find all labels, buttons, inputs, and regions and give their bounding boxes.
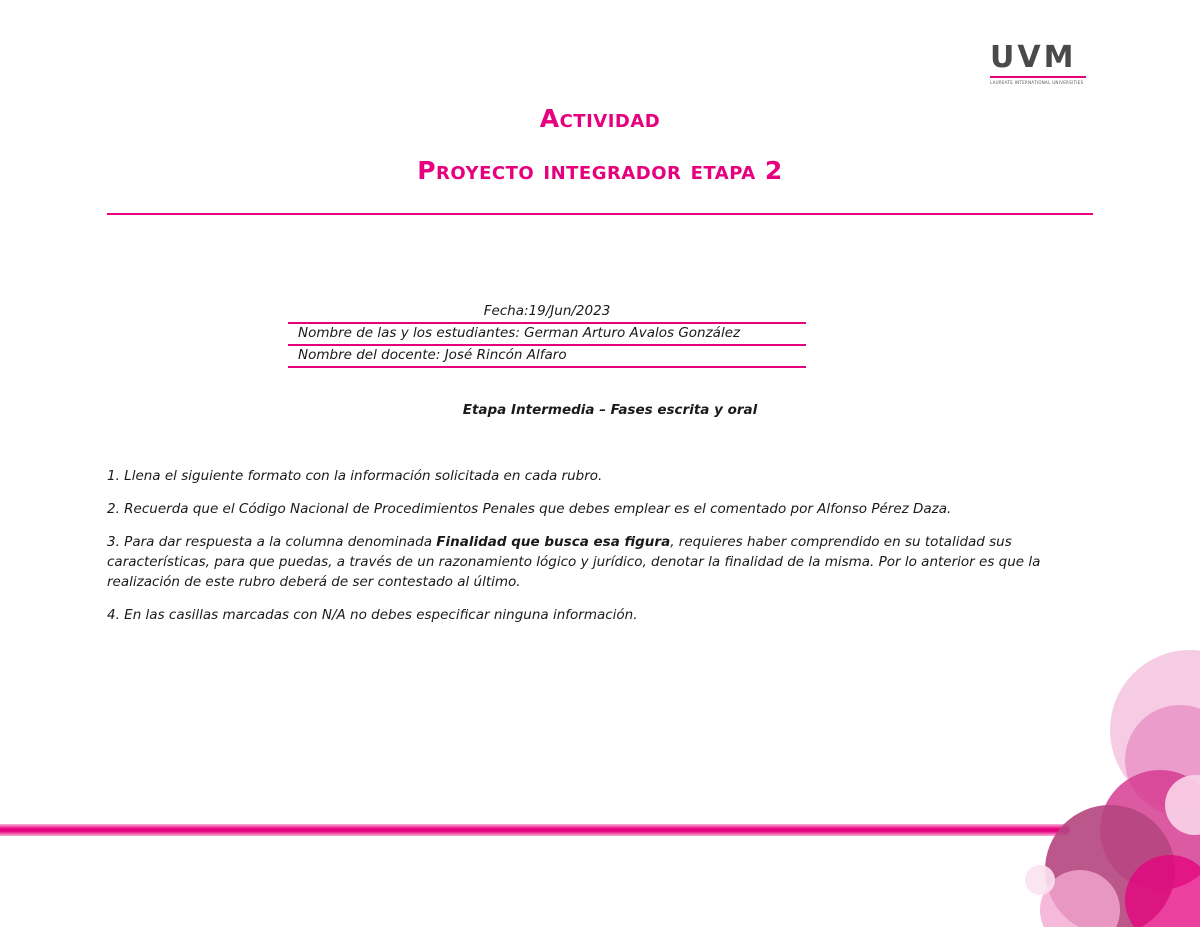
logo-tagline: LAUREATE INTERNATIONAL UNIVERSITIES (990, 76, 1086, 85)
instruction-item-3-rest: , requieres haber comprendido en su totalidad sus características, para que puedas, a través de un razonamiento lógico y jurídico, denotar la finalidad de la misma. Por lo anterior es que la realización de este rubro deberá de ser contestado al último. (107, 534, 1041, 590)
instruction-item-4: 4. En las casillas marcadas con N/A no debes especificar ninguna información. (107, 607, 638, 623)
header-divider (107, 213, 1093, 215)
instruction-item-1: 1. Llena el siguiente formato con la información solicitada en cada rubro. (107, 468, 603, 484)
instruction-item-3 (107, 532, 1097, 592)
instruction-item-2: 2. Recuerda que el Código Nacional de Procedimientos Penales que debes emplear es el comentado por Alfonso Pérez Daza. (107, 501, 952, 517)
instruction-item-3-intro: 3. Para dar respuesta a la columna denominada (107, 534, 437, 550)
students-field: Nombre de las y los estudiantes: German Arturo Avalos González (288, 324, 806, 346)
footer-band (0, 824, 1070, 836)
teacher-field: Nombre del docente: José Rincón Alfaro (288, 346, 806, 368)
instruction-item-3-emphasis: Finalidad que busca esa figura (436, 534, 671, 550)
meta-block (288, 302, 806, 368)
deco-circle-8 (1025, 865, 1055, 895)
logo-wordmark: UVM (990, 40, 1077, 75)
section-heading: Etapa Intermedia – Fases escrita y oral (462, 402, 758, 418)
date-field: Fecha:19/Jun/2023 (288, 302, 806, 324)
page-title: Actividad (539, 104, 661, 133)
page-subtitle: Proyecto integrador etapa 2 (417, 156, 783, 185)
uvm-logo (990, 42, 1090, 85)
decorative-circles (1020, 640, 1200, 927)
instructions-list (107, 466, 1097, 638)
